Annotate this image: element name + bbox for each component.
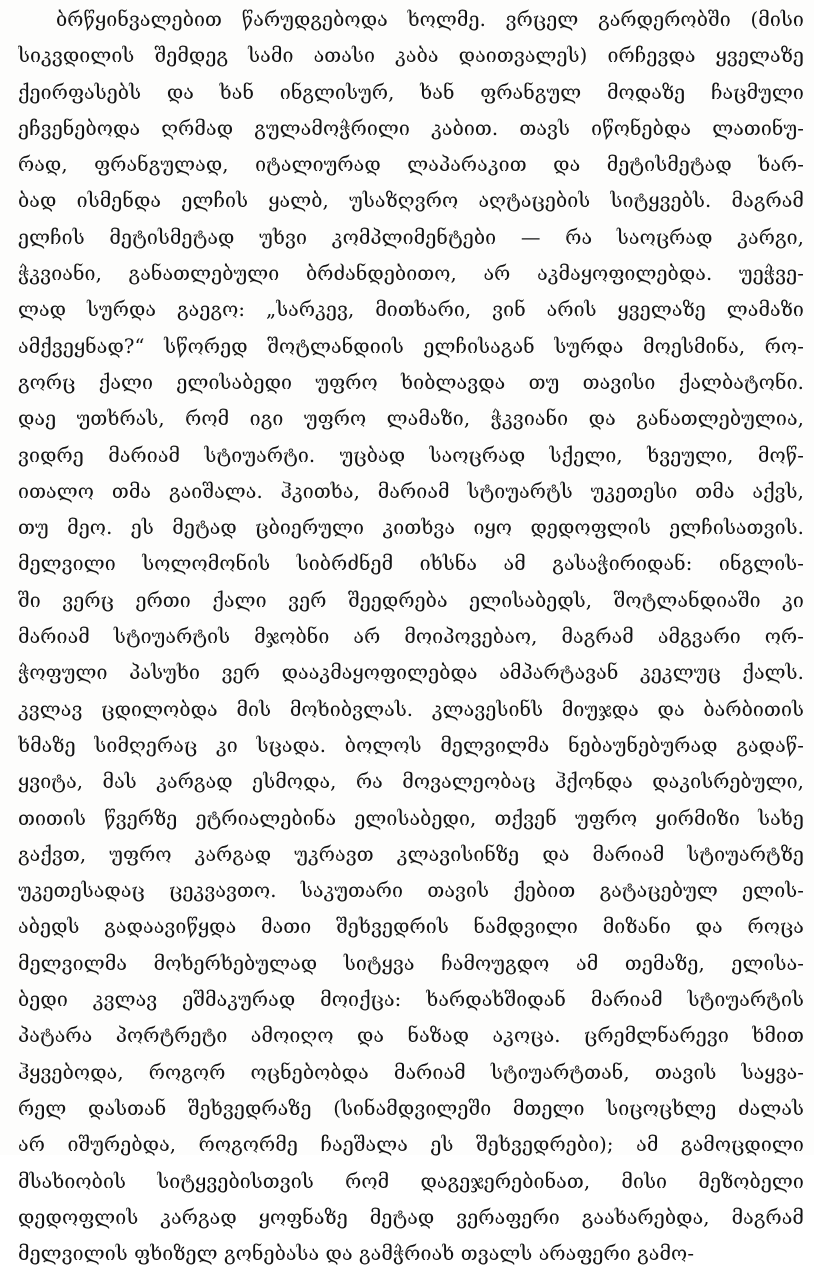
text-line: ელჩის მეტისმეტად უხვი კომპლიმენტები — რა საოცრად კარგი, <box>18 225 804 249</box>
text-line: ხმაზე სიმღერაც კი სცადა. ბოლოს მელვილმა ნებაუნებურად გადაწ- <box>18 733 804 757</box>
text-line: ბად ისმენდა ელჩის ყალბ, უსაზღვრო აღტაცების სიტყვებს. მაგრამ <box>18 189 804 213</box>
text-line: თითის წვერზე ეტრიალებინა ელისაბედი, თქვენ უფრო ყირმიზი სახე <box>18 806 804 830</box>
text-line: ჭოფული პასუხი ვერ დააკმაყოფილებდა ამპარტავან კეკლუც ქალს. <box>18 661 804 685</box>
text-line: მელვილმა მოხერხებულად სიტყვა ჩამოუგდო ამ თემაზე, ელისა- <box>18 951 804 975</box>
text-line: უკეთესადაც ცეკვავთო. საკუთარი თავის ქებით გატაცებულ ელის- <box>18 879 804 903</box>
text-line: დაე უთხრას, რომ იგი უფრო ლამაზი, ჭკვიანი და განათლებულია, <box>18 407 804 431</box>
text-line: მარიამ სტიუარტის მჯობნი არ მოიპოვებაო, მაგრამ ამგვარი ორ- <box>18 625 804 649</box>
text-line: კვლავ ცდილობდა მის მოხიბვლას. კლავესინს მიუჯდა და ბარბითის <box>18 697 804 721</box>
text-line: ჰყვებოდა, როგორ ოცნებობდა მარიამ სტიუარტთან, თავის საყვა- <box>18 1060 804 1084</box>
text-line: ქეირფასებს და ხან ინგლისურ, ხან ფრანგულ მოდაზე ჩაცმული <box>18 80 804 104</box>
text-line: თუ მეო. ეს მეტად ცბიერული კითხვა იყო დედოფლის ელჩისათვის. <box>18 516 804 540</box>
text-line: გაქვთ, უფრო კარგად უკრავთ კლავისინზე და მარიამ სტიუარტზე <box>18 842 804 866</box>
text-line: მელვილის ფხიზელ გონებასა და გამჭრიახ თვალს არაფერი გამო- <box>18 1242 695 1266</box>
text-line: მსახიობის სიტყვებისთვის რომ დაგეჯერებინათ, მისი მეზობელი <box>18 1169 804 1193</box>
text-line: ითალო თმა გაიშალა. ჰკითხა, მარიამ სტიუარტს უკეთესი თმა აქვს, <box>18 479 804 503</box>
text-line: რელ დასთან შეხვედრაზე (სინამდვილეში მთელი სიცოცხლე ძალას <box>18 1096 804 1120</box>
text-line: პატარა პორტრეტი ამოიღო და ნაზად აკოცა. ცრემლნარევი ხმით <box>18 1024 804 1048</box>
text-line: აბედს გადაავიწყდა მათი შეხვედრის ნამდვილი მიზანი და როცა <box>18 915 804 939</box>
body-text <box>18 2 804 1272</box>
text-line: გორც ქალი ელისაბედი უფრო ხიბლავდა თუ თავისი ქალბატონი. <box>18 370 804 394</box>
text-line: ბედი კვლავ ეშმაკურად მოიქცა: ხარდახშიდან მარიამ სტიუარტის <box>18 988 804 1012</box>
text-line: არ იშურებდა, როგორმე ჩაეშალა ეს შეხვედრები); ამ გამოცდილი <box>18 1133 804 1157</box>
text-line: ჭკვიანი, განათლებული ბრძანდებითო, არ აკმაყოფილებდა. უეჭვე- <box>18 262 804 286</box>
text-line: ეჩვენებოდა ღრმად გულამოჭრილი კაბით. თავს იწონებდა ლათინუ- <box>18 116 804 140</box>
text-line: ბრწყინვალებით წარუდგებოდა ხოლმე. ვრცელ გარდერობში (მისი <box>56 8 804 31</box>
text-line: ში ვერც ერთი ქალი ვერ შეედრება ელისაბედს, შოტლანდიაში კი <box>18 588 804 612</box>
text-line: ვიდრე მარიამ სტიუარტი. უცბად საოცრად სქელი, ხვეული, მოწ- <box>18 443 804 467</box>
text-line: ამქვეყნად?“ სწორედ შოტლანდიის ელჩისაგან სურდა მოესმინა, რო- <box>18 334 804 358</box>
text-line: ყვიტა, მას კარგად ესმოდა, რა მოვალეობაც ჰქონდა დაკისრებული, <box>18 770 804 794</box>
text-line: დედოფლის კარგად ყოფნაზე მეტად ვერაფერი გაახარებდა, მაგრამ <box>18 1205 804 1229</box>
text-line: სიკვდილის შემდეგ სამი ათასი კაბა დაითვალეს) ირჩევდა ყველაზე <box>18 44 804 68</box>
text-line: მელვილი სოლომონის სიბრძნემ იხსნა ამ გასაჭირიდან: ინგლის- <box>18 552 804 576</box>
text-line: ლად სურდა გაეგო: „სარკევ, მითხარი, ვინ არის ყველაზე ლამაზი <box>18 298 804 322</box>
text-line: რად, ფრანგულად, იტალიურად ლაპარაკით და მეტისმეტად ხარ- <box>18 153 804 177</box>
